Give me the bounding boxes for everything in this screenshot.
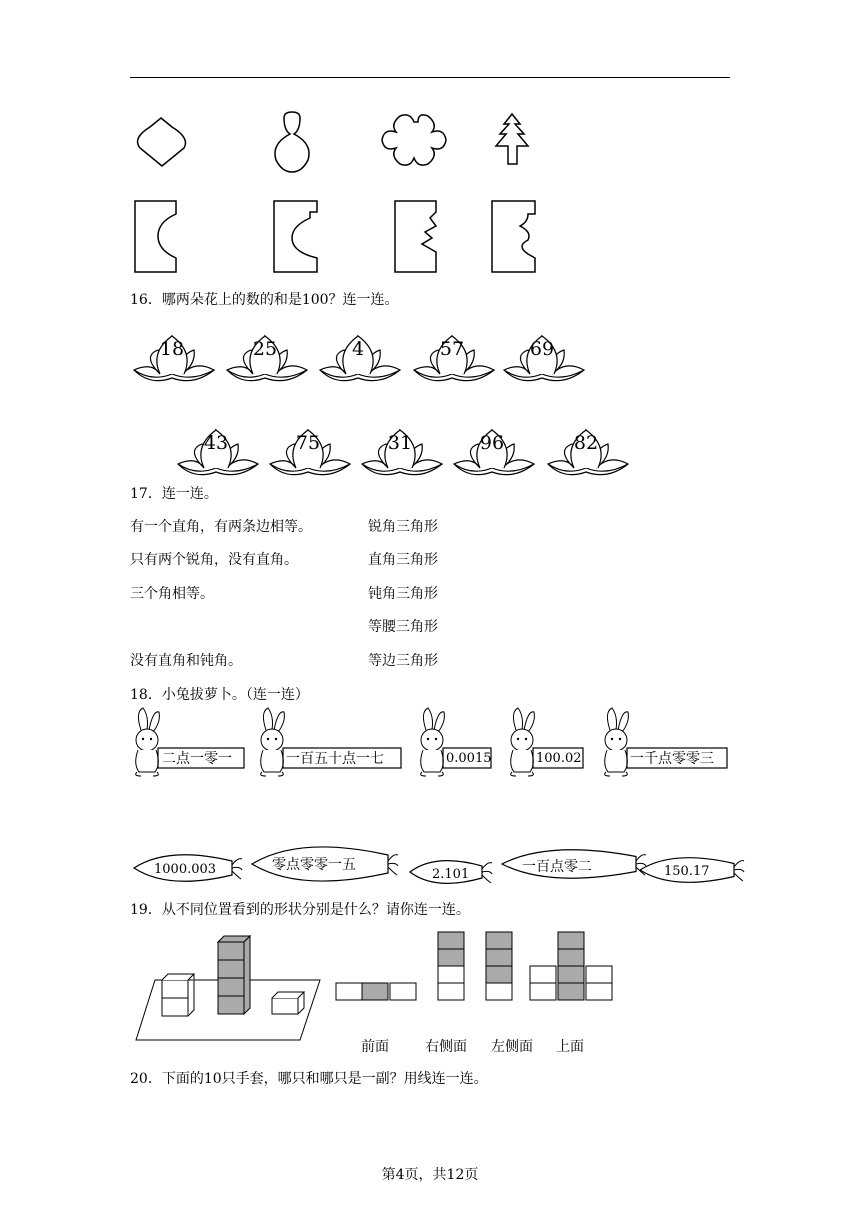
row1-flower-number-3: 4 (351, 338, 365, 360)
row1-flower-number-2: 25 (252, 338, 278, 360)
right-cube (272, 992, 304, 1014)
rabbit-sign-2: 一百五十点一七 (286, 751, 384, 767)
carrot-label-1: 1000.003 (154, 862, 217, 877)
rabbit-sign-4: 100.02 (536, 751, 582, 766)
row2-flower-number-5: 82 (573, 432, 599, 454)
view-label-front: 前面 (361, 1039, 389, 1055)
tall-cube-stack (218, 936, 250, 1014)
question-20-title: 20．下面的10只手套，哪只和哪只是一副？用线连一连。 (130, 1071, 488, 1087)
q17-left-item-3: 三个角相等。 (130, 586, 214, 602)
question-18-title: 18．小兔拔萝卜。（连一连） (130, 687, 309, 703)
q17-right-item-2: 直角三角形 (368, 552, 438, 568)
view-front-squares (336, 983, 416, 1000)
q17-left-item-1: 有一个直角，有两条边相等。 (130, 519, 312, 535)
q17-left-item-2: 只有两个锐角，没有直角。 (130, 552, 298, 568)
rabbit-sign-5: 一千点零零三 (630, 751, 714, 767)
q17-right-item-1: 锐角三角形 (368, 519, 438, 535)
row1-flower-number-5: 69 (529, 338, 555, 360)
q17-right-item-4: 等腰三角形 (368, 619, 438, 635)
view-label-top: 上面 (556, 1039, 584, 1055)
question-16-title: 16．哪两朵花上的数的和是100？连一连。 (130, 292, 399, 308)
row2-flower-number-3: 31 (387, 432, 413, 454)
row1-flower-number-1: 18 (159, 338, 185, 360)
q17-left-item-5: 没有直角和钝角。 (130, 653, 242, 669)
view-label-left: 左侧面 (491, 1039, 533, 1055)
q17-right-item-5: 等边三角形 (368, 653, 438, 669)
view-right-squares (438, 932, 464, 1000)
row1-flower-number-4: 57 (439, 338, 465, 360)
carrot-label-3: 2.101 (432, 867, 470, 882)
carrot-label-4: 一百点零二 (522, 859, 592, 875)
rabbit-sign-1: 二点一零一 (162, 751, 232, 767)
rabbit-sign-3: 0.0015 (446, 751, 492, 766)
row2-flower-number-1: 43 (203, 432, 229, 454)
q17-right-item-3: 钝角三角形 (368, 586, 438, 602)
row2-flower-number-2: 75 (295, 432, 321, 454)
view-top-squares (530, 932, 612, 1000)
row2-flower-number-4: 96 (479, 432, 505, 454)
carrot-label-5: 150.17 (664, 864, 710, 879)
question-17-title: 17．连一连。 (130, 486, 218, 502)
page-footer: 第4页，共12页 (381, 1167, 479, 1183)
view-label-right: 右侧面 (425, 1039, 467, 1055)
carrot-label-2: 零点零零一五 (272, 857, 356, 873)
view-left-squares (486, 932, 512, 1000)
question-19-title: 19．从不同位置看到的形状分别是什么？请你连一连。 (130, 902, 470, 918)
